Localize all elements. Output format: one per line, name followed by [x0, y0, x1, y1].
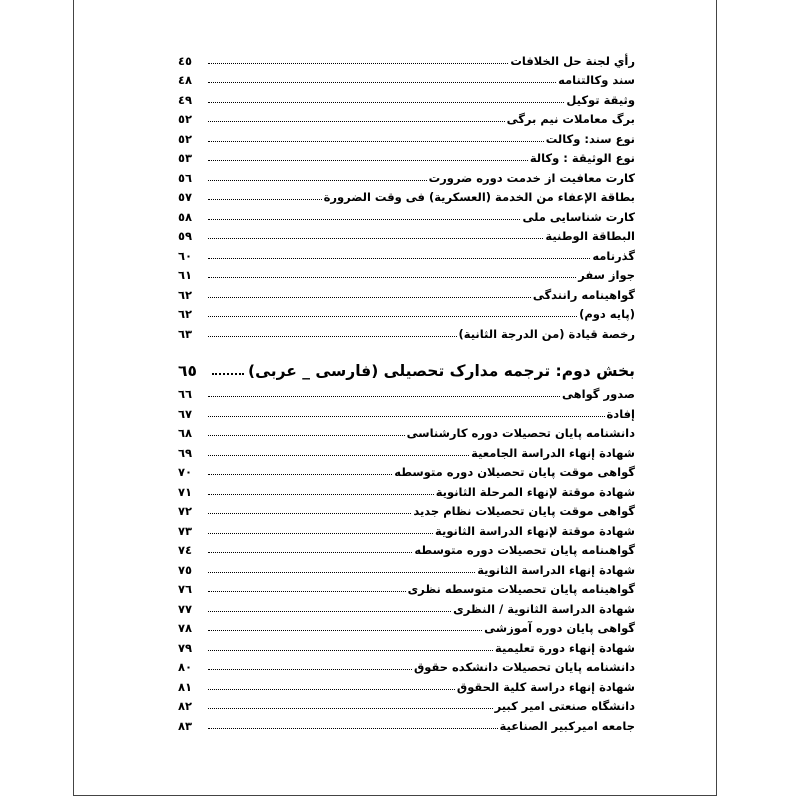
dot-leader — [208, 258, 590, 259]
toc-entry-page-number: ٨٢ — [178, 699, 193, 713]
toc-entry[interactable] — [178, 282, 635, 302]
toc-entry-title: إفادة — [606, 406, 635, 421]
toc-entry-title: شهادة إنهاء دورة تعليمية — [494, 640, 635, 655]
toc-entry-title: كارت شناسايى ملى — [522, 209, 635, 224]
section-page-number: ٦٥ — [178, 361, 197, 380]
toc-entry[interactable] — [178, 224, 635, 244]
toc-entry-page-number: ٦٠ — [178, 248, 193, 263]
dot-leader — [208, 611, 451, 612]
toc-entry[interactable] — [178, 421, 635, 441]
dot-leader — [208, 669, 412, 670]
toc-entry[interactable] — [178, 382, 635, 402]
toc-entry[interactable] — [178, 302, 635, 322]
toc-entry-title: (پايه دوم) — [579, 307, 635, 321]
toc-entry[interactable] — [178, 165, 635, 185]
toc-entry-title: گواهينامه رانندگى — [532, 287, 635, 302]
dot-leader — [208, 160, 528, 161]
toc-entry[interactable] — [178, 263, 635, 283]
toc-entry[interactable] — [178, 321, 635, 341]
toc-entry[interactable] — [178, 126, 635, 146]
toc-entry-page-number: ٨٣ — [178, 718, 193, 733]
dot-leader — [208, 238, 543, 239]
toc-entry[interactable] — [178, 538, 635, 558]
toc-entry-title: نوع سند: وكالت — [545, 131, 635, 146]
toc-group-1 — [178, 48, 635, 341]
dot-leader — [208, 513, 411, 514]
dot-leader — [208, 297, 531, 298]
toc-entry-page-number: ٤٥ — [178, 53, 193, 68]
toc-entry-page-number: ٧٦ — [178, 582, 193, 596]
toc-group-2 — [178, 382, 635, 733]
toc-entry[interactable] — [178, 87, 635, 107]
toc-entry[interactable] — [178, 146, 635, 166]
toc-entry-page-number: ٦٢ — [178, 287, 193, 302]
toc-entry-title: سند وكالتنامه — [558, 73, 635, 87]
dot-leader — [208, 141, 544, 142]
dot-leader — [208, 199, 322, 200]
section-title: بخش دوم: ترجمه مدارک تحصيلى (فارسى _ عربى) — [248, 361, 635, 380]
toc-entry[interactable] — [178, 713, 635, 733]
toc-entry-title: برگ معاملات نيم برگى — [506, 112, 635, 126]
toc-entry-title: گذرنامه — [592, 248, 635, 263]
toc-entry-page-number: ٧٣ — [178, 523, 193, 538]
toc-entry-title: وثيقة توكيل — [566, 92, 635, 107]
toc-entry[interactable] — [178, 460, 635, 480]
toc-entry-title: گواهىنامه پايان تحصيلات دوره متوسطه — [414, 543, 635, 557]
dot-leader — [208, 494, 434, 495]
toc-entry[interactable] — [178, 479, 635, 499]
toc-entry-page-number: ٦٩ — [178, 445, 193, 460]
toc-entry-page-number: ٧١ — [178, 484, 193, 499]
toc-entry[interactable] — [178, 635, 635, 655]
toc-entry-page-number: ٥٢ — [178, 112, 193, 126]
toc-entry-page-number: ٨١ — [178, 679, 193, 694]
section-heading[interactable] — [178, 349, 635, 380]
dot-leader — [208, 316, 577, 317]
dot-leader — [208, 416, 605, 417]
dot-leader — [208, 552, 412, 553]
toc-entry[interactable] — [178, 518, 635, 538]
toc-entry-title: شهادة إنهاء الدراسة الثانوية — [477, 562, 635, 577]
toc-entry-page-number: ٤٨ — [178, 73, 193, 87]
toc-entry-title: شهادة الدراسة الثانوية / النظرى — [453, 601, 635, 616]
toc-entry-page-number: ٧٩ — [178, 640, 193, 655]
dot-leader — [208, 396, 560, 397]
toc-entry-page-number: ٥٩ — [178, 229, 193, 243]
toc-entry-title: بطاقة الإعفاء من الخدمة (العسكرية) فى وقت الضرورة — [323, 190, 635, 204]
toc-entry-title: دانشگاه صنعتى امير كبير — [494, 699, 635, 713]
dot-leader — [208, 277, 576, 278]
toc-entry-title: كارت معافيت از خدمت دوره ضرورت — [428, 170, 635, 185]
toc-entry-page-number: ٧٥ — [178, 562, 193, 577]
toc-entry-title: دانشنامه پايان تحصيلات دانشكده حقوق — [413, 660, 635, 674]
table-of-contents — [178, 48, 635, 733]
dot-leader — [208, 455, 469, 456]
dot-leader — [208, 689, 455, 690]
dot-leader — [208, 63, 508, 64]
toc-entry[interactable] — [178, 440, 635, 460]
toc-entry-title: نوع الوثيقة : وكالة — [529, 151, 635, 165]
toc-entry[interactable] — [178, 204, 635, 224]
toc-entry-title: گواهى موقت پايان تحصيلات نظام جديد — [413, 504, 635, 518]
dot-leader — [208, 219, 520, 220]
dot-leader — [208, 180, 427, 181]
toc-entry-title: صدور گواهى — [562, 387, 635, 401]
dot-leader — [208, 336, 457, 337]
toc-entry-page-number: ٦٢ — [178, 307, 193, 321]
toc-entry-page-number: ٥٧ — [178, 190, 193, 204]
toc-entry[interactable] — [178, 557, 635, 577]
toc-entry[interactable] — [178, 694, 635, 714]
dot-leader — [208, 650, 493, 651]
toc-entry-title: شهادة موقتة لإنهاء الدراسة الثانوية — [435, 523, 635, 538]
toc-entry-page-number: ٧٢ — [178, 504, 193, 518]
toc-entry-page-number: ٦٣ — [178, 326, 193, 341]
toc-entry-title: شهادة إنهاء الدراسة الجامعية — [471, 445, 635, 460]
dot-leader — [208, 121, 505, 122]
toc-entry[interactable] — [178, 674, 635, 694]
toc-entry-title: رأي لجنة حل الخلافات — [510, 53, 635, 68]
toc-entry-title: جواز سفر — [578, 268, 635, 282]
toc-entry[interactable] — [178, 107, 635, 127]
toc-entry[interactable] — [178, 596, 635, 616]
toc-entry-title: شهادة إنهاء دراسة كلية الحقوق — [456, 679, 635, 694]
toc-entry-page-number: ٧٠ — [178, 465, 193, 479]
toc-entry-page-number: ٥٢ — [178, 131, 193, 146]
toc-entry-page-number: ٤٩ — [178, 92, 193, 107]
toc-entry[interactable] — [178, 401, 635, 421]
toc-entry-title: گواهينامه پايان تحصيلات متوسطه نظرى — [407, 582, 635, 596]
dot-leader — [208, 533, 433, 534]
toc-entry-page-number: ٦٦ — [178, 387, 193, 401]
toc-entry-title: شهادة موقتة لإنهاء المرحلة الثانوية — [435, 484, 635, 499]
toc-entry-page-number: ٦٧ — [178, 406, 193, 421]
dot-leader — [208, 102, 564, 103]
toc-entry-page-number: ٥٣ — [178, 151, 193, 165]
toc-entry-page-number: ٦١ — [178, 268, 193, 282]
toc-entry-page-number: ٧٧ — [178, 601, 193, 616]
toc-entry[interactable] — [178, 243, 635, 263]
toc-entry[interactable] — [178, 48, 635, 68]
toc-entry[interactable] — [178, 499, 635, 519]
toc-entry-page-number: ٧٨ — [178, 621, 193, 635]
toc-entry[interactable] — [178, 577, 635, 597]
toc-entry-title: گواهى پايان دوره آموزشى — [484, 621, 635, 635]
toc-entry[interactable] — [178, 185, 635, 205]
dot-leader — [208, 630, 482, 631]
dot-leader — [212, 373, 244, 375]
toc-entry[interactable] — [178, 655, 635, 675]
toc-entry[interactable] — [178, 616, 635, 636]
toc-entry-title: دانشنامه پايان تحصيلات دوره كارشناسى — [406, 426, 635, 440]
dot-leader — [208, 82, 556, 83]
dot-leader — [208, 591, 406, 592]
dot-leader — [208, 474, 392, 475]
toc-entry-title: البطاقة الوطنية — [545, 229, 635, 243]
toc-entry-page-number: ٦٨ — [178, 426, 193, 440]
dot-leader — [208, 435, 405, 436]
toc-entry-page-number: ٧٤ — [178, 543, 193, 557]
toc-entry-page-number: ٥٦ — [178, 170, 193, 185]
toc-entry-title: جامعه اميركبير الصناعية — [499, 718, 635, 733]
toc-entry-page-number: ٨٠ — [178, 660, 193, 674]
toc-entry-title: گواهى موقت پايان تحصيلان دوره متوسطه — [394, 465, 635, 479]
dot-leader — [208, 572, 475, 573]
toc-entry-page-number: ٥٨ — [178, 209, 193, 224]
toc-entry[interactable] — [178, 68, 635, 88]
dot-leader — [208, 708, 493, 709]
toc-entry-title: رخصة قيادة (من الدرجة الثانية) — [458, 326, 635, 341]
dot-leader — [208, 728, 498, 729]
